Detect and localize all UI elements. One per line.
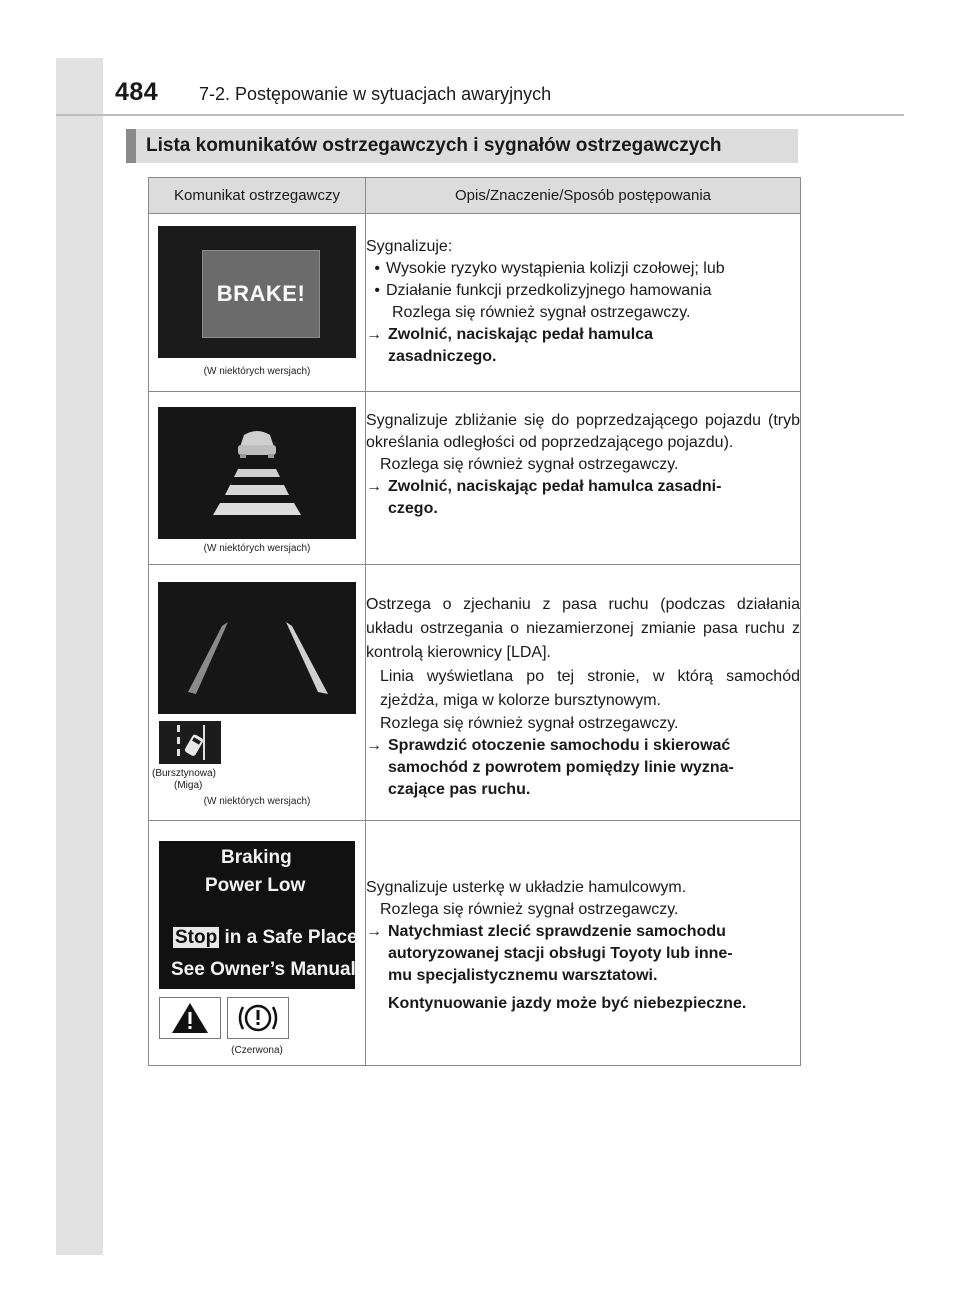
page-side-strip bbox=[56, 58, 103, 1255]
description-text: Sygnalizuje usterkę w układzie hamulcowym. bbox=[366, 879, 687, 896]
description-cell bbox=[366, 392, 801, 565]
car-ahead-icon bbox=[158, 407, 356, 539]
message-image-cell bbox=[149, 214, 366, 392]
brake-warning-icon bbox=[227, 997, 289, 1039]
col-header-description: Opis/Znaczenie/Sposób postępowania bbox=[366, 178, 801, 214]
lane-departure-image bbox=[158, 582, 356, 714]
approach-warning-image bbox=[158, 407, 356, 539]
list-item: • Działanie funkcji przedkolizyjnego hamowania bbox=[374, 282, 712, 299]
description-text: Ostrzega o zjechaniu z pasa ruchu (podczas działania układu ostrzegania o niezamierzonej zmianie pasa ruchu z kontrolą kierownicy [LDA]. bbox=[366, 596, 800, 661]
brake-display-image bbox=[158, 226, 356, 358]
braking-power-low-image bbox=[159, 841, 358, 989]
warning-messages-table bbox=[148, 177, 801, 1066]
screen-line-power-low: Power Low bbox=[205, 875, 306, 896]
header-rule bbox=[56, 114, 904, 116]
action-instruction: → Zwolnić, naciskając pedał hamulca zasadni- bbox=[366, 478, 722, 495]
message-image-cell bbox=[149, 565, 366, 821]
action-instruction-cont: autoryzowanej stacji obsługi Toyoty lub inne- bbox=[388, 945, 733, 962]
action-instruction-cont: zasadniczego. bbox=[388, 348, 497, 365]
triangle-warning-icon bbox=[159, 997, 221, 1039]
image-caption: (W niektórych wersjach) bbox=[203, 796, 311, 807]
detail-text: Linia wyświetlana po tej stronie, w którą samochód zjeżdża, miga w kolorze bursztynowym. bbox=[380, 668, 800, 709]
action-instruction-cont: mu specjalistycznemu warsztatowi. bbox=[388, 967, 658, 984]
table-row bbox=[149, 821, 801, 1066]
description-cell bbox=[366, 565, 801, 821]
screen-line-stop: Stop in a Safe Place bbox=[175, 927, 358, 948]
action-instruction: → Natychmiast zlecić sprawdzenie samochodu bbox=[366, 923, 726, 940]
screen-line-manual: See Owner’s Manual bbox=[171, 959, 356, 980]
screen-line-braking: Braking bbox=[221, 847, 292, 868]
table-row bbox=[149, 214, 801, 392]
action-instruction: → Zwolnić, naciskając pedał hamulca bbox=[366, 326, 653, 343]
buzzer-note: Rozlega się również sygnał ostrzegawczy. bbox=[380, 456, 679, 473]
description-intro: Sygnalizuje: bbox=[366, 238, 453, 255]
action-instruction-cont: czego. bbox=[388, 500, 438, 517]
message-image-cell bbox=[149, 392, 366, 565]
table-row bbox=[149, 565, 801, 821]
buzzer-note: Rozlega się również sygnał ostrzegawczy. bbox=[380, 715, 679, 732]
action-instruction-cont: samochód z powrotem pomiędzy linie wyzna- bbox=[388, 759, 734, 776]
brake-message-box bbox=[202, 250, 320, 338]
lane-lines-icon bbox=[158, 582, 356, 714]
table-row bbox=[149, 392, 801, 565]
description-cell bbox=[366, 821, 801, 1066]
icon-caption: (Czerwona) bbox=[231, 1045, 283, 1056]
chapter-title: 7-2. Postępowanie w sytuacjach awaryjnych bbox=[199, 84, 552, 104]
icon-caption: (Bursztynowa) (Miga) bbox=[152, 768, 216, 791]
danger-warning: Kontynuowanie jazdy może być niebezpieczne. bbox=[388, 995, 747, 1012]
message-image-cell bbox=[149, 821, 366, 1066]
action-instruction-cont: czające pas ruchu. bbox=[388, 781, 531, 798]
action-instruction: → Sprawdzić otoczenie samochodu i skierować bbox=[366, 737, 731, 754]
page-number: 484 bbox=[115, 78, 159, 106]
section-title: Lista komunikatów ostrzegawczych i sygnałów ostrzegawczych bbox=[126, 129, 798, 163]
brake-message-text: BRAKE! bbox=[216, 281, 306, 306]
buzzer-note: Rozlega się również sygnał ostrzegawczy. bbox=[380, 901, 679, 918]
col-header-message: Komunikat ostrzegawczy bbox=[149, 178, 366, 214]
image-caption: (W niektórych wersjach) bbox=[203, 543, 311, 554]
description-text: Sygnalizuje zbliżanie się do poprzedzającego pojazdu (tryb określania odległości od poprzedzającego pojazdu). bbox=[366, 412, 800, 451]
buzzer-note: Rozlega się również sygnał ostrzegawczy. bbox=[392, 304, 691, 321]
image-caption: (W niektórych wersjach) bbox=[203, 366, 311, 377]
lane-departure-warning-icon bbox=[159, 721, 221, 764]
table-header-row bbox=[149, 178, 801, 214]
list-item: • Wysokie ryzyko wystąpienia kolizji czołowej; lub bbox=[374, 260, 725, 277]
description-cell bbox=[366, 214, 801, 392]
warning-icons bbox=[159, 997, 365, 1039]
